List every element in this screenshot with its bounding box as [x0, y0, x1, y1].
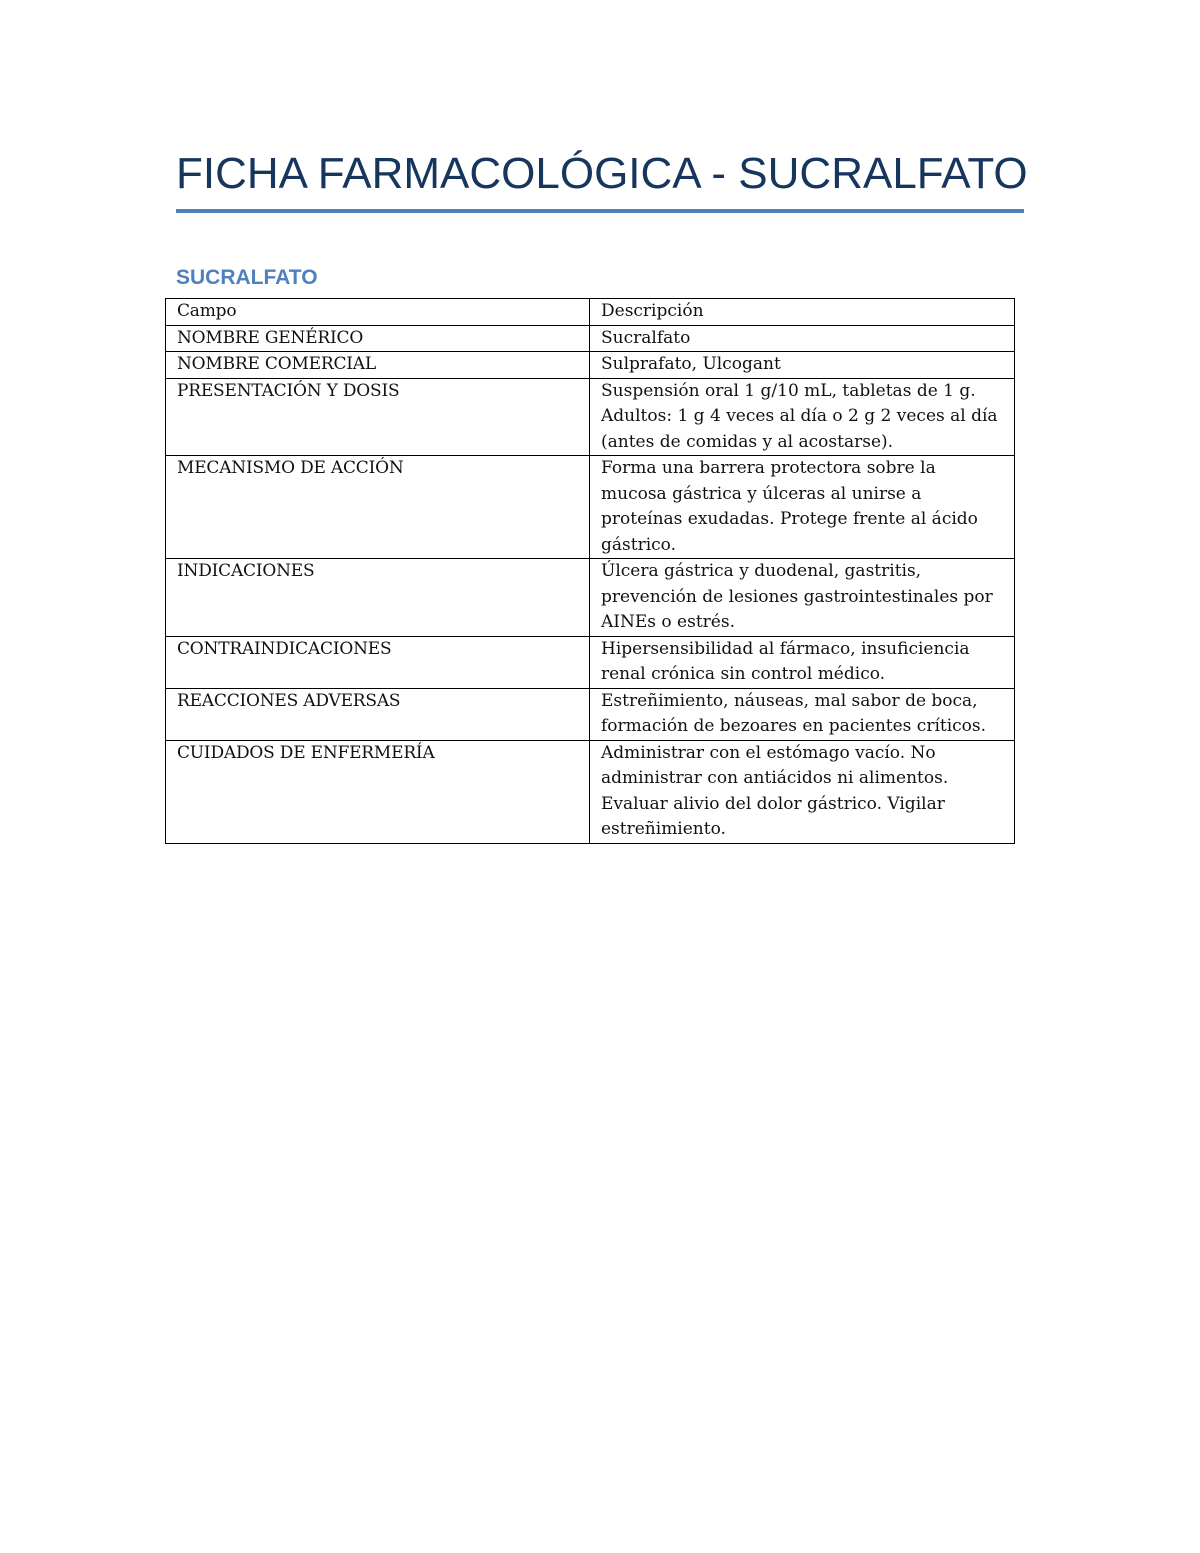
table-row [166, 636, 1015, 688]
section-heading: SUCRALFATO [176, 266, 318, 289]
table-row [166, 456, 1015, 559]
row-field-cell: PRESENTACIÓN Y DOSIS [166, 378, 590, 456]
drug-info-table [165, 298, 1015, 844]
table-row [166, 325, 1015, 352]
row-description-cell: Sulprafato, Ulcogant [590, 352, 1015, 379]
table-row [166, 688, 1015, 740]
row-field-cell: NOMBRE GENÉRICO [166, 325, 590, 352]
row-description-cell: Hipersensibilidad al fármaco, insuficiencia renal crónica sin control médico. [590, 636, 1015, 688]
row-description-cell: Úlcera gástrica y duodenal, gastritis, prevención de lesiones gastrointestinales por AINEs o estrés. [590, 559, 1015, 637]
row-field-cell: MECANISMO DE ACCIÓN [166, 456, 590, 559]
row-field-cell: NOMBRE COMERCIAL [166, 352, 590, 379]
table-row [166, 740, 1015, 843]
header-description-cell: Descripción [590, 299, 1015, 326]
row-description-cell: Suspensión oral 1 g/10 mL, tabletas de 1 g. Adultos: 1 g 4 veces al día o 2 g 2 veces al día (antes de comidas y al acostarse). [590, 378, 1015, 456]
row-field-cell: CONTRAINDICACIONES [166, 636, 590, 688]
table-header-row [166, 299, 1015, 326]
header-field-cell: Campo [166, 299, 590, 326]
document-title: FICHA FARMACOLÓGICA - SUCRALFATO [176, 149, 1028, 198]
row-description-cell: Estreñimiento, náuseas, mal sabor de boca, formación de bezoares en pacientes críticos. [590, 688, 1015, 740]
table-row [166, 559, 1015, 637]
row-description-cell: Sucralfato [590, 325, 1015, 352]
row-field-cell: REACCIONES ADVERSAS [166, 688, 590, 740]
row-description-cell: Forma una barrera protectora sobre la mucosa gástrica y úlceras al unirse a proteínas exudadas. Protege frente al ácido gástrico. [590, 456, 1015, 559]
title-underline-rule [176, 209, 1024, 213]
row-description-cell: Administrar con el estómago vacío. No administrar con antiácidos ni alimentos. Evaluar alivio del dolor gástrico. Vigilar estreñimiento. [590, 740, 1015, 843]
table-row [166, 378, 1015, 456]
row-field-cell: INDICACIONES [166, 559, 590, 637]
table-row [166, 352, 1015, 379]
row-field-cell: CUIDADOS DE ENFERMERÍA [166, 740, 590, 843]
